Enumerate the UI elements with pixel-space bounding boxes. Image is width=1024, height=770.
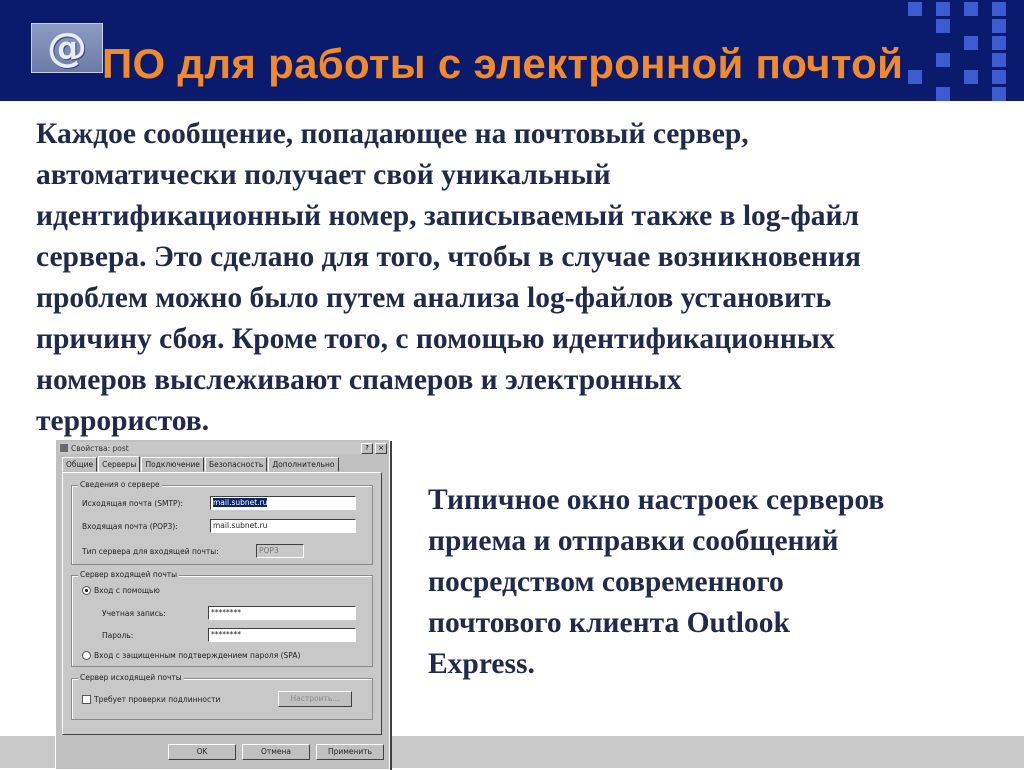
caption-line: почтового клиента Outlook: [428, 607, 790, 639]
decorative-square: [964, 2, 978, 16]
window-icon: [60, 444, 68, 452]
close-button[interactable]: ×: [375, 443, 387, 454]
outgoing-server-group: [71, 673, 373, 720]
password-label: Пароль:: [102, 631, 134, 640]
decorative-square: [936, 87, 950, 101]
cancel-button[interactable]: Отмена: [242, 744, 310, 760]
decorative-square: [908, 2, 922, 16]
account-properties-dialog: [55, 439, 390, 770]
caption-line: Типичное окно настроек серверов: [428, 484, 885, 516]
incoming-server-group: [71, 570, 373, 667]
account-field[interactable]: ********: [208, 606, 356, 620]
tab-servers[interactable]: Серверы: [98, 456, 140, 473]
title-banner: [0, 0, 1024, 101]
decorative-squares: [894, 0, 1024, 101]
decorative-square: [908, 70, 922, 84]
main-paragraph: [36, 114, 1006, 442]
decorative-square: [992, 53, 1006, 67]
smtp-field[interactable]: [210, 496, 356, 510]
paragraph-line: террористов.: [36, 405, 210, 437]
decorative-square: [992, 2, 1006, 16]
servers-tab-panel: [62, 472, 382, 735]
email-at-icon: [31, 23, 103, 73]
password-field[interactable]: ********: [208, 628, 356, 642]
decorative-square: [992, 70, 1006, 84]
tab-security[interactable]: Безопасность: [205, 457, 267, 472]
paragraph-line: номеров выслеживают спамеров и электронных: [36, 364, 682, 396]
server-info-group: [71, 480, 373, 565]
pop3-label: Входящая почта (POP3):: [82, 522, 178, 531]
server-info-legend: Сведения о сервере: [80, 480, 160, 489]
paragraph-line: автоматически получает свой уникальный: [36, 159, 611, 191]
slide-title: ПО для работы с электронной почтой: [102, 40, 904, 87]
help-button[interactable]: ?: [361, 443, 373, 454]
server-type-field: POP3: [256, 544, 304, 558]
apply-button[interactable]: Применить: [316, 744, 384, 760]
auth-required-label: Требует проверки подлинности: [94, 695, 221, 704]
smtp-value: mail.subnet.ru: [213, 498, 268, 507]
paragraph-line: проблем можно было путем анализа log-файлов установить: [36, 282, 832, 314]
account-label: Учетная запись:: [102, 609, 166, 618]
server-type-label: Тип сервера для входящей почты:: [82, 547, 219, 556]
decorative-square: [964, 70, 978, 84]
decorative-square: [992, 87, 1006, 101]
logo-symbol: @: [47, 25, 87, 71]
paragraph-line: сервера. Это сделано для того, чтобы в случае возникновения: [36, 241, 861, 273]
dialog-tabs: [62, 457, 340, 472]
decorative-square: [992, 19, 1006, 33]
decorative-square: [992, 36, 1006, 50]
spa-radio[interactable]: [82, 651, 91, 660]
outgoing-server-legend: Сервер исходящей почты: [80, 673, 182, 682]
login-with-label: Вход с помощью: [94, 586, 160, 595]
caption-line: Express.: [428, 648, 535, 680]
auth-required-checkbox[interactable]: [82, 695, 91, 704]
paragraph-line: идентификационный номер, записываемый также в log-файл: [36, 200, 860, 232]
tab-connection[interactable]: Подключение: [141, 457, 204, 472]
pop3-field[interactable]: mail.subnet.ru: [210, 519, 356, 533]
tab-general[interactable]: Общие: [62, 457, 97, 472]
tab-advanced[interactable]: Дополнительно: [268, 457, 338, 472]
decorative-square: [936, 53, 950, 67]
dialog-title: Свойства: post: [71, 443, 129, 453]
dialog-titlebar: [58, 442, 387, 454]
paragraph-line: причину сбоя. Кроме того, с помощью идентификационных: [36, 323, 835, 355]
caption-line: приема и отправки сообщений: [428, 525, 839, 557]
caption-line: посредством современного: [428, 566, 784, 598]
incoming-server-legend: Сервер входящей почты: [80, 570, 178, 579]
settings-button[interactable]: Настроить...: [278, 691, 352, 707]
spa-label: Вход с защищенным подтверждением пароля (SPA): [94, 651, 301, 660]
login-with-radio[interactable]: [82, 586, 91, 595]
screenshot-caption: [428, 480, 988, 685]
ok-button[interactable]: OK: [168, 744, 236, 760]
decorative-square: [936, 2, 950, 16]
paragraph-line: Каждое сообщение, попадающее на почтовый сервер,: [36, 118, 749, 150]
decorative-square: [964, 36, 978, 50]
decorative-square: [936, 19, 950, 33]
smtp-label: Исходящая почта (SMTP):: [82, 499, 184, 508]
